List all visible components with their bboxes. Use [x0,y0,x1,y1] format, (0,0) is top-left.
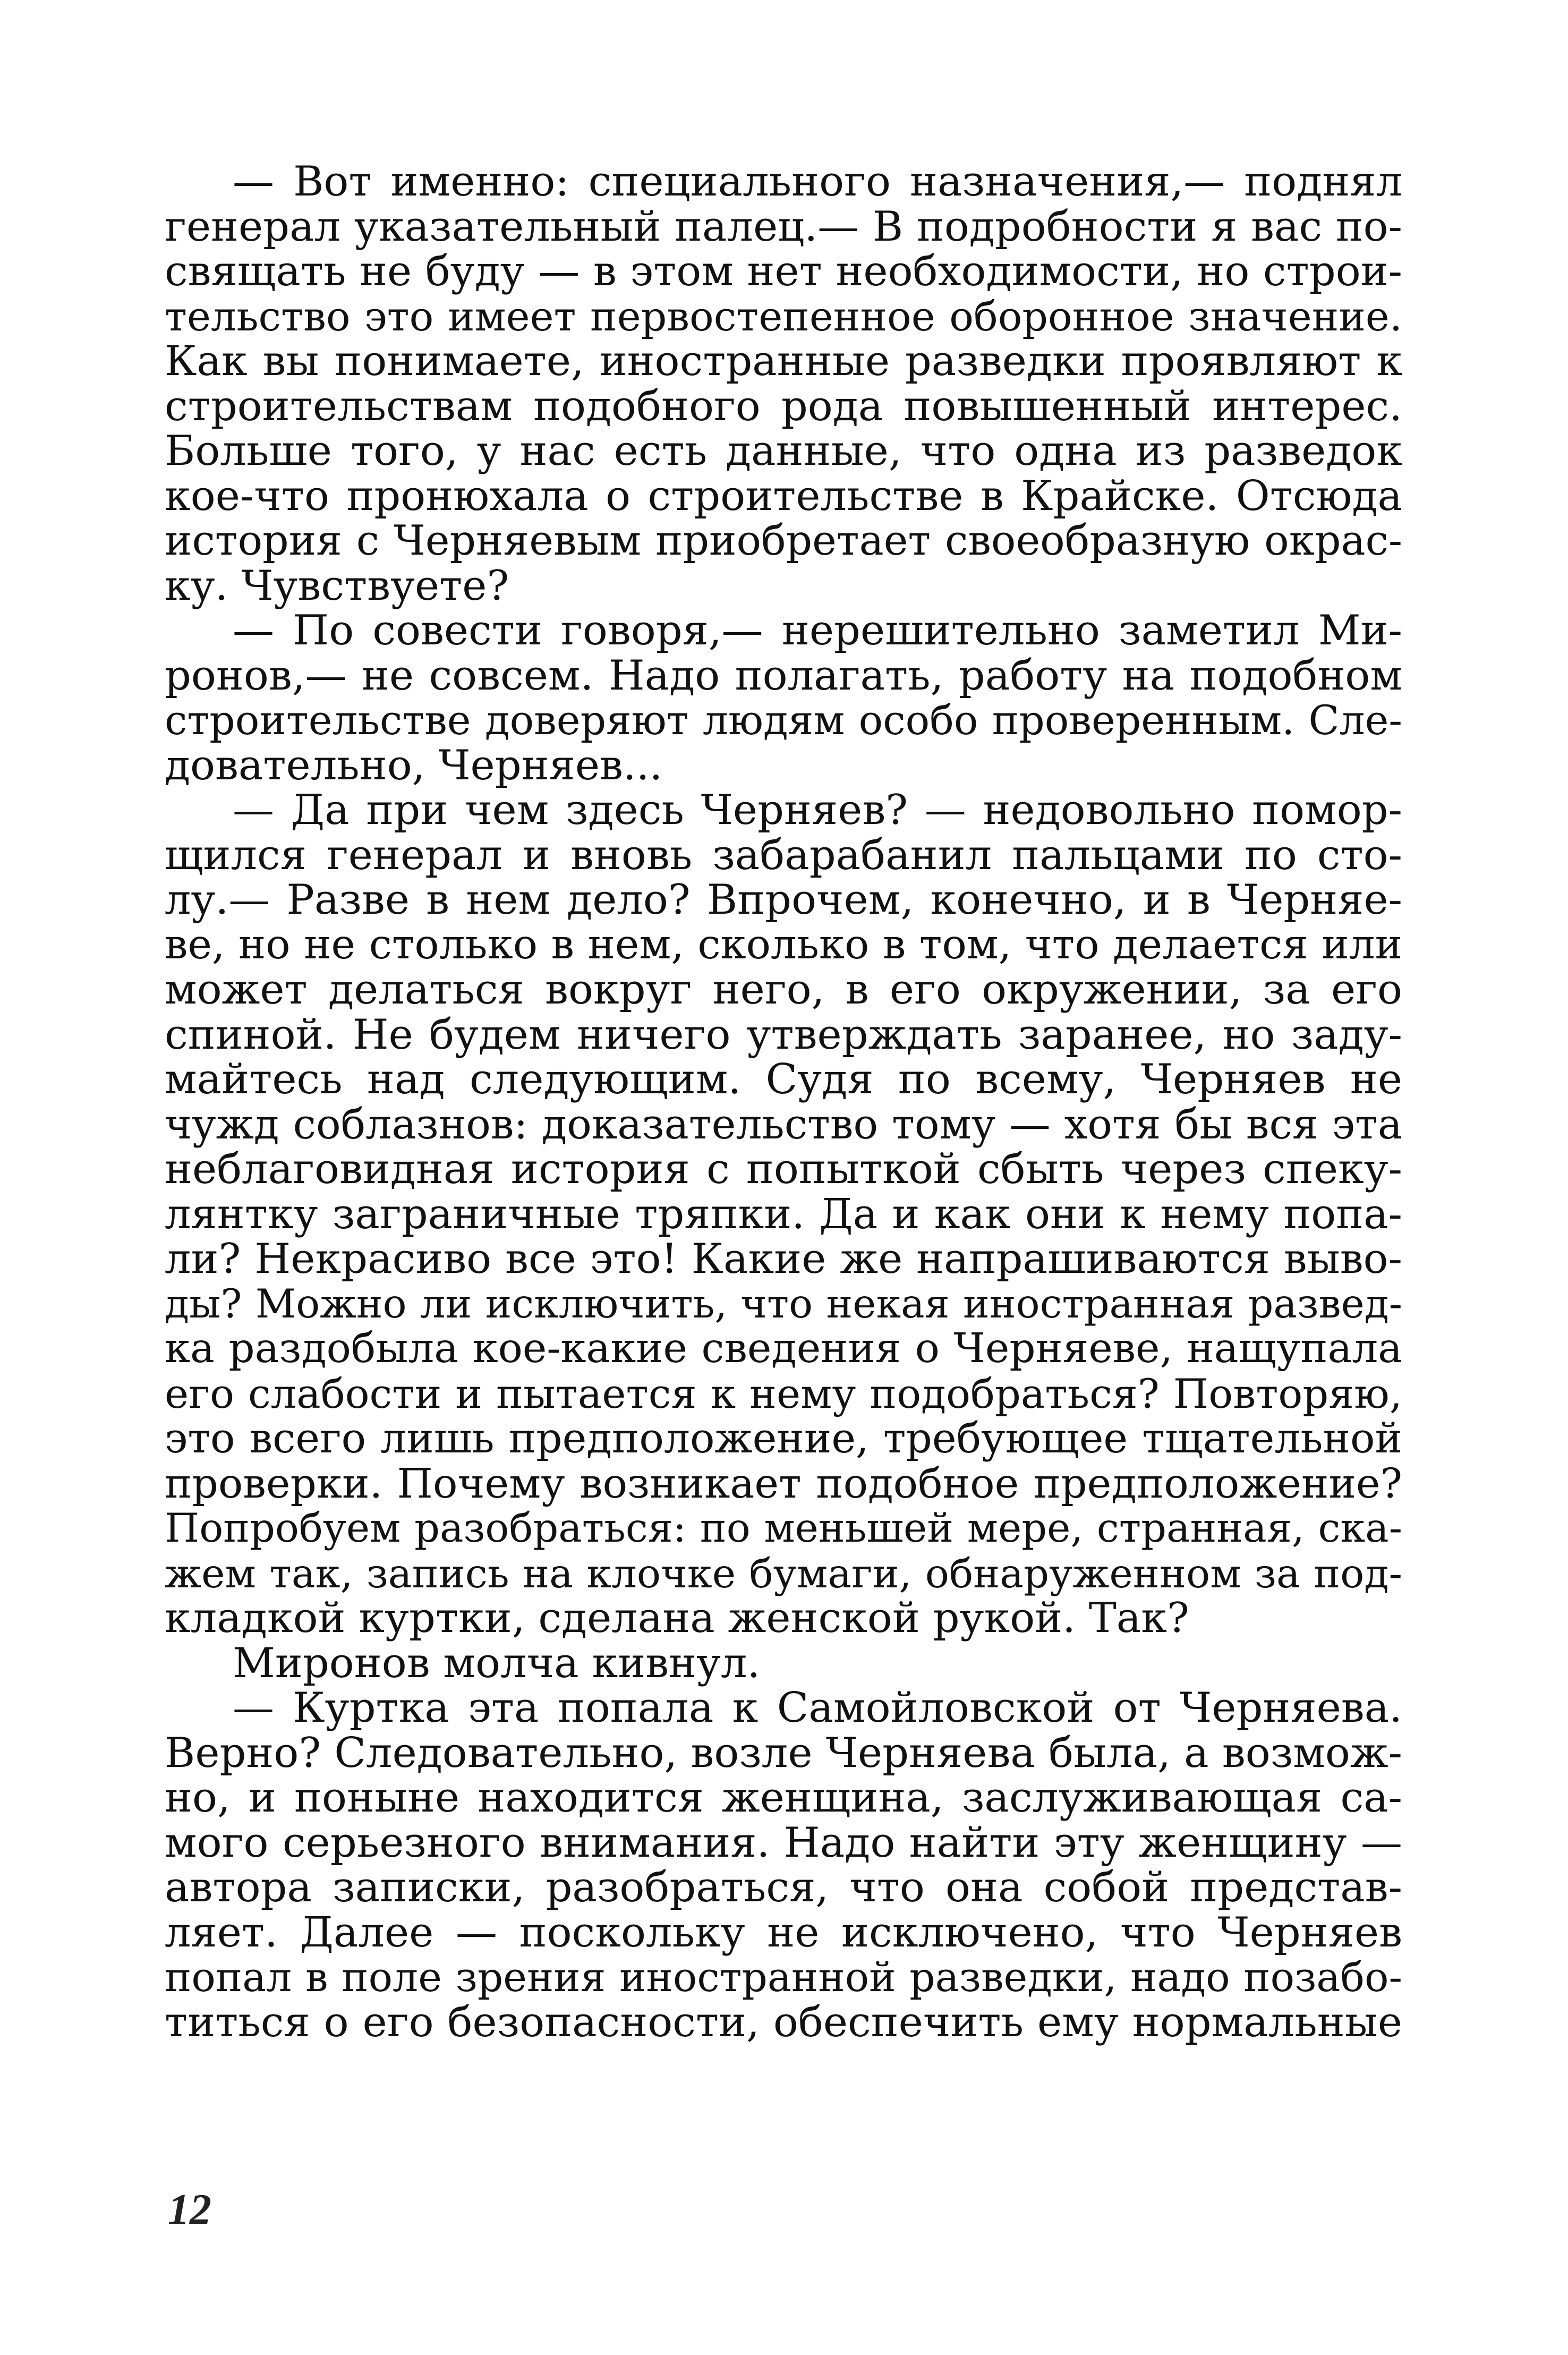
text-line: Как вы понимаете, иностранные разведки проявляют к [165,337,1402,385]
text-line: ли? Некрасиво все это! Какие же напрашиваются выво- [165,1235,1402,1283]
text-line: автора записки, разобраться, что она собой представ- [165,1864,1402,1911]
text-line: — Да при чем здесь Черняев? — недовольно помор- [233,786,1402,834]
text-line: мого серьезного внимания. Надо найти эту женщину — [165,1818,1402,1867]
text-line: ды? Можно ли исключить, что некая иностранная развед- [165,1280,1402,1327]
text-line: его слабости и пытается к нему подобраться? Повторяю, [165,1370,1402,1417]
text-line: довательно, Черняев... [165,741,663,789]
text-line: майтесь над следующим. Судя по всему, Черняев не [165,1056,1402,1103]
text-line: спиной. Не будем ничего утверждать заранее, но заду- [165,1010,1402,1059]
text-line: строительствам подобного рода повышенный интерес. [165,382,1402,430]
text-line: история с Черняевым приобретает своеобразную окрас- [165,517,1402,565]
text-line: но, и поныне находится женщина, заслуживающая са- [165,1774,1402,1822]
page-number: 12 [168,2185,211,2233]
text-line: чужд соблазнов: доказательство тому — хотя бы вся эта [165,1100,1402,1149]
text-line: щился генерал и вновь забарабанил пальцами по сто- [165,831,1402,879]
text-line: строительстве доверяют людям особо проверенным. Сле- [165,697,1402,744]
text-line: тельство это имеет первостепенное оборонное значение. [165,293,1402,340]
text-line: это всего лишь предположение, требующее тщательной [165,1415,1402,1463]
text-line: кладкой куртки, сделана женской рукой. Так? [165,1594,1189,1642]
text-line: — Куртка эта попала к Самойловской от Черняева. [233,1684,1402,1732]
text-line: ве, но не столько в нем, сколько в том, что делается или [165,921,1402,968]
text-line: Больше того, у нас есть данные, что одна из разведок [165,427,1402,475]
text-line: проверки. Почему возникает подобное предположение? [165,1459,1402,1508]
text-line: неблаговидная история с попыткой сбыть через спеку- [165,1145,1402,1193]
text-line: ка раздобыла кое-какие сведения о Черняеве, нащупала [165,1325,1402,1372]
text-line: Миронов молча кивнул. [233,1639,761,1687]
text-line: Попробуем разобраться: по меньшей мере, странная, ска- [165,1505,1402,1551]
text-line: лу.— Разве в нем дело? Впрочем, конечно, и в Черняе- [165,876,1402,924]
text-line: ронов,— не совсем. Надо полагать, работу на подобном [165,651,1402,700]
text-line: — Вот именно: специального назначения,— поднял [233,158,1402,206]
text-line: попал в поле зрения иностранной разведки, надо позабо- [165,1954,1402,2001]
text-line: жем так, запись на клочке бумаги, обнаруженном за под- [165,1550,1402,1597]
text-line: — По совести говоря,— нерешительно заметил Ми- [233,607,1402,654]
text-line: может делаться вокруг него, в его окружении, за его [165,966,1402,1014]
text-line: свящать не буду — в этом нет необходимости, но строи- [165,248,1402,295]
text-line: титься о его безопасности, обеспечить ему нормальные [165,1998,1402,2046]
text-line: кое-что пронюхала о строительстве в Крайске. Отсюда [165,472,1402,520]
text-line: Верно? Следовательно, возле Черняева была, а возмож- [165,1729,1402,1777]
text-line: ку. Чувствуете? [165,562,509,610]
body-text [165,159,1402,2045]
text-line: ляет. Далее — поскольку не исключено, что Черняев [165,1908,1402,1957]
text-line: лянтку заграничные тряпки. Да и как они к нему попа- [165,1190,1402,1238]
text-line: генерал указательный палец.— В подробности я вас по- [165,202,1402,251]
